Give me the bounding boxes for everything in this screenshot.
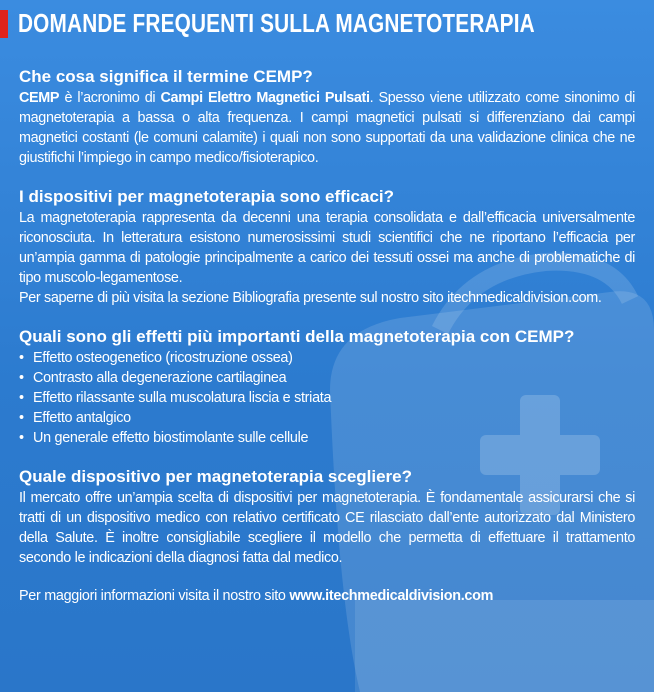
faq-answer: La magnetoterapia rappresenta da decenni una terapia consolidata e dall’efficacia universalmente riconosciuta. In letteratura esistono numerosissimi studi scientifici che ne riportano l’efficacia per un’ampia gamma di patologie principalmente a carico dei tessuti ossei ma anche di problematiche di tipo muscolo-legamentose. <box>19 210 635 286</box>
faq-content <box>19 66 635 620</box>
list-item: • Effetto rilassante sulla muscolatura liscia e striata <box>19 390 332 406</box>
bullet-icon: • <box>19 370 24 386</box>
bullet-icon: • <box>19 430 24 446</box>
faq-section-2 <box>19 186 635 308</box>
header <box>0 8 654 42</box>
faq-question: Quali sono gli effetti più importanti della magnetoterapia con CEMP? <box>19 327 575 346</box>
effects-list <box>19 348 635 448</box>
faq-question: Che cosa significa il termine CEMP? <box>19 67 313 86</box>
faq-section-3 <box>19 326 635 448</box>
faq-section-1 <box>19 66 635 168</box>
faq-answer: Il mercato offre un’ampia scelta di dispositivi per magnetoterapia. È fondamentale assicurarsi che si tratti di un dispositivo medico con relativo certificato CE rilasciato dall’ente autorizzato dal Ministero della Salute. È inoltre consigliabile scegliere il modello che permetta di effettuare il trattamento secondo le indicazioni della diagnosi fatta dal medico. <box>19 490 635 566</box>
list-item: • Effetto antalgico <box>19 410 131 426</box>
faq-note: Per saperne di più visita la sezione Bibliografia presente sul nostro sito itechmedicaldivision.com. <box>19 290 602 306</box>
accent-marker <box>0 10 8 38</box>
faq-answer: CEMP è l’acronimo di Campi Elettro Magnetici Pulsati. Spesso viene utilizzato come sinonimo di magnetoterapia a bassa o alta frequenza. I campi magnetici pulsati si differenziano dai campi magnetici costanti (le comuni calamite) i quali non sono supportati da una validazione clinica che ne giustifichi l’impiego in campo medico/fisioterapico. <box>19 90 635 166</box>
bullet-icon: • <box>19 350 24 366</box>
faq-section-4 <box>19 466 635 568</box>
list-item: • Un generale effetto biostimolante sulle cellule <box>19 430 309 446</box>
list-item: • Effetto osteogenetico (ricostruzione ossea) <box>19 350 293 366</box>
term-cemp: CEMP <box>19 90 60 106</box>
faq-question: Quale dispositivo per magnetoterapia scegliere? <box>19 467 413 486</box>
faq-question: I dispositivi per magnetoterapia sono efficaci? <box>19 187 395 206</box>
footer-info: Per maggiori informazioni visita il nostro sito www.itechmedicaldivision.com <box>19 588 494 604</box>
website-link[interactable]: www.itechmedicaldivision.com <box>289 588 494 604</box>
bullet-icon: • <box>19 390 24 406</box>
term-expansion: Campi Elettro Magnetici Pulsati <box>160 90 370 106</box>
bullet-icon: • <box>19 410 24 426</box>
list-item: • Contrasto alla degenerazione cartilaginea <box>19 370 287 386</box>
page-title: DOMANDE FREQUENTI SULLA MAGNETOTERAPIA <box>18 8 535 38</box>
